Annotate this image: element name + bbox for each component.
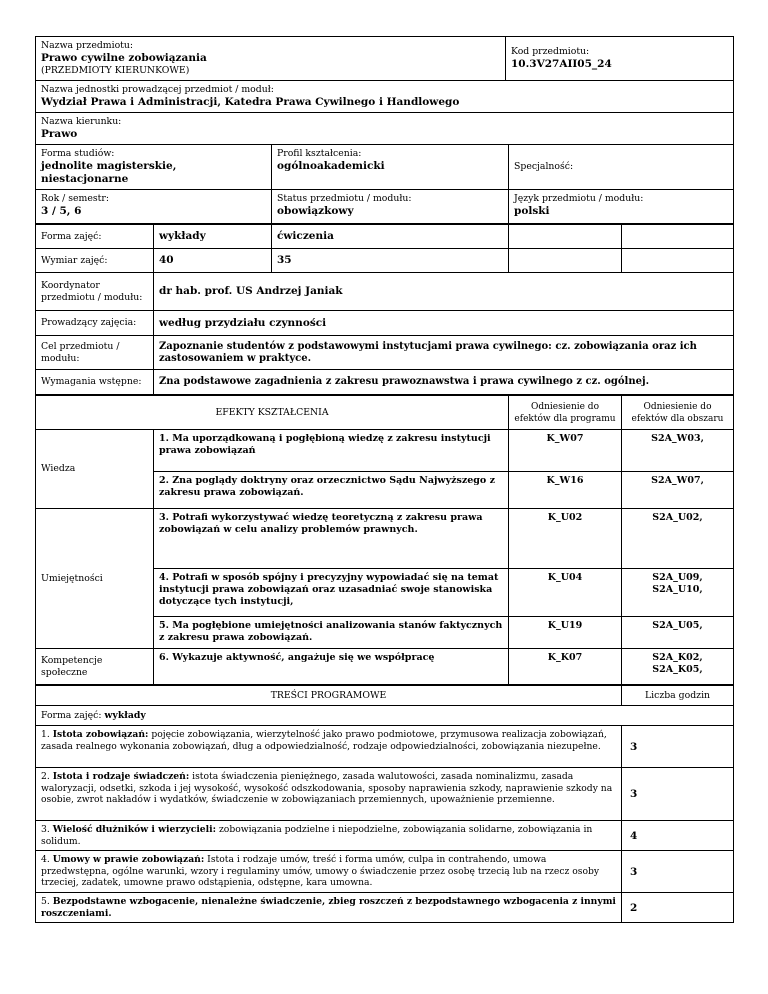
req-value: Zna podstawowe zagadnienia z zakresu prawoznawstwa i prawa cywilnego z cz. ogólnej. [154,370,734,395]
program-row-text: istota świadczenia pieniężnego, zasada walutowości, zasada nominalizmu, zasada waloryzacji, odsetki, szkoda i jej wysokość, wysokość odszkodowania, sposoby naprawienia szkody, naprawienie szkody na osobie, zwrot nakładów i wydatków, świadczenie w zobowiązaniach przemiennych, upoważnienie przemienne. [41,771,613,805]
form-cell [36,145,272,190]
outcome-area: S2A_W07, [622,472,734,509]
req-label: Wymagania wstępne: [36,370,154,395]
lang-cell [509,190,734,224]
status-label: Status przedmiotu / modułu: [277,193,412,204]
outcome-program: K_W07 [509,430,622,472]
program-form-prefix: Forma zajęć: [41,709,105,721]
profile-cell [272,145,509,190]
classes-empty-2 [622,225,734,249]
cat-social: Kompetencje społeczne [36,649,154,685]
goal-label: Cel przedmiotu / modułu: [36,336,154,370]
coord-value: dr hab. prof. US Andrzej Janiak [154,273,734,311]
outcome-area: S2A_U09, S2A_U10, [622,569,734,617]
coord-label: Koordynator przedmiotu / modułu: [36,273,154,311]
program-row-hours: 3 [622,768,734,821]
study-table [35,145,734,224]
lang-label: Język przedmiotu / modułu: [514,193,644,204]
subject-label: Nazwa przedmiotu: [41,40,134,51]
outcomes-col-area: Odniesienie do efektów dla obszaru [622,396,734,430]
outcome-area: S2A_U05, [622,617,734,649]
outcome-area: S2A_U02, [622,509,734,569]
program-row-title: Wielość dłużników i wierzycieli: [52,824,217,835]
program-row [36,893,622,923]
program-row-title: Bezpodstawne wzbogacenie, nienależne świadczenie, zbieg roszczeń z bezpodstawnego wzbogacenia z innymi roszczeniami. [41,896,616,919]
outcome-text: 1. Ma uporządkowaną i pogłębioną wiedzę z zakresu instytucji prawa zobowiązań [154,430,509,472]
lecturer-label: Prowadzący zajęcia: [36,311,154,336]
classes-hours-label: Wymiar zajęć: [36,249,154,273]
program-table [35,685,734,923]
code-cell [506,37,734,81]
program-row [36,821,622,851]
classes-hours-2: 35 [272,249,509,273]
lang-value: polski [514,205,550,217]
classes-hours-1: 40 [154,249,272,273]
program-form [36,706,734,726]
classes-form-1: wykłady [154,225,272,249]
status-value: obowiązkowy [277,205,354,217]
year-cell [36,190,272,224]
outcomes-table [35,395,734,685]
cat-skills: Umiejętności [36,509,154,649]
outcome-program: K_U19 [509,617,622,649]
program-row [36,768,622,821]
program-row-num: 3. [41,824,53,835]
header-table [35,36,734,145]
classes-form-label: Forma zajęć: [36,225,154,249]
year-label: Rok / semestr: [41,193,109,204]
program-row-text: Istota i rodzaje umów, treść i forma umów, culpa in contrahendo, umowa przedwstępna, ogólne warunki, wzory i regulaminy umów, umowy o świadczenie przez osobę trzecią lub na rzecz osoby trzeciej, zadatek, umowne prawo odstąpienia, odstępne, kara umowna. [41,854,600,888]
outcome-program: K_W16 [509,472,622,509]
program-row-hours: 3 [622,726,734,768]
program-row-num: 2. [41,771,53,782]
program-row-title: Istota i rodzaje świadczeń: [52,771,190,782]
program-form-value: wykłady [104,709,146,721]
field-cell [36,113,734,145]
profile-value: ogólnoakademicki [277,160,385,172]
unit-value: Wydział Prawa i Administracji, Katedra Prawa Cywilnego i Handlowego [41,96,460,108]
subject-group: (PRZEDMIOTY KIERUNKOWE) [41,65,190,76]
program-row-hours: 2 [622,893,734,923]
outcome-program: K_U02 [509,509,622,569]
program-title: TREŚCI PROGRAMOWE [36,686,622,706]
status-cell [272,190,509,224]
program-row-hours: 3 [622,851,734,893]
program-row [36,726,622,768]
unit-label: Nazwa jednostki prowadzącej przedmiot / moduł: [41,84,274,95]
outcome-text: 6. Wykazuje aktywność, angażuje się we współpracę [154,649,509,685]
classes-empty-1 [509,225,622,249]
code-value: 10.3V27AII05_24 [511,58,612,70]
subject-name: Prawo cywilne zobowiązania [41,52,207,64]
year-value: 3 / 5, 6 [41,205,82,217]
lecturer-value: według przydziału czynności [154,311,734,336]
program-row [36,851,622,893]
program-row-text: pojęcie zobowiązania, wierzytelność jako prawo podmiotowe, przymusowa realizacja zobowiązań, zasada realnego wykonania zobowiązań, dług a odpowiedzialność, rodzaje odpowiedzialności, zobowiązania niezupełne. [41,729,607,752]
outcomes-title: EFEKTY KSZTAŁCENIA [36,396,509,430]
program-hours-header: Liczba godzin [622,686,734,706]
code-label: Kod przedmiotu: [511,46,590,57]
outcome-text: 3. Potrafi wykorzystywać wiedzę teoretyczną z zakresu prawa zobowiązań w celu analizy problemów prawnych. [154,509,509,569]
outcome-text: 4. Potrafi w sposób spójny i precyzyjny wypowiadać się na temat instytucji prawa zobowiązań oraz uzasadniać swoje stanowiska dotyczące tych instytucji, [154,569,509,617]
unit-cell [36,81,734,113]
classes-form-2: ćwiczenia [272,225,509,249]
outcome-text: 2. Zna poglądy doktryny oraz orzecznictwo Sądu Najwyższego z zakresu prawa zobowiązań. [154,472,509,509]
profile-label: Profil kształcenia: [277,148,362,159]
field-value: Prawo [41,128,78,140]
outcome-program: K_K07 [509,649,622,685]
outcome-program: K_U04 [509,569,622,617]
program-row-title: Istota zobowiązań: [52,729,149,740]
program-row-hours: 4 [622,821,734,851]
program-row-num: 1. [41,729,53,740]
outcome-area: S2A_W03, [622,430,734,472]
cat-knowledge: Wiedza [36,430,154,509]
program-row-title: Umowy w prawie zobowiązań: [52,854,205,865]
spec-cell [509,145,734,190]
outcome-area: S2A_K02, S2A_K05, [622,649,734,685]
spec-label: Specjalność: [514,161,574,172]
form-value: jednolite magisterskie, niestacjonarne [41,160,177,185]
classes-table [35,224,734,395]
outcomes-col-program: Odniesienie do efektów dla programu [509,396,622,430]
program-row-num: 5. [41,896,53,907]
classes-empty-4 [622,249,734,273]
subject-cell [36,37,506,81]
syllabus-document [35,36,733,923]
program-row-num: 4. [41,854,53,865]
field-label: Nazwa kierunku: [41,116,122,127]
classes-empty-3 [509,249,622,273]
outcome-text: 5. Ma pogłębione umiejętności analizowania stanów faktycznych z zakresu prawa zobowiązań. [154,617,509,649]
goal-value: Zapoznanie studentów z podstawowymi instytucjami prawa cywilnego: cz. zobowiązania oraz ich zastosowaniem w praktyce. [154,336,734,370]
program-row-text: zobowiązania podzielne i niepodzielne, zobowiązania solidarne, zobowiązania in solidum. [41,824,593,847]
form-label: Forma studiów: [41,148,115,159]
